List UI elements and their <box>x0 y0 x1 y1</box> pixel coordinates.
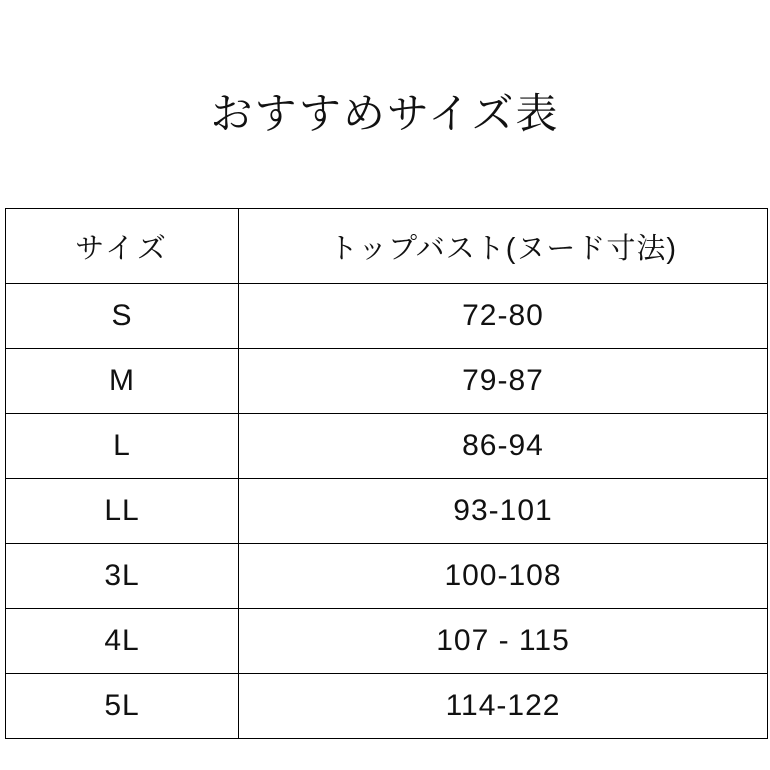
cell-bust: 100-108 <box>239 544 768 609</box>
cell-bust: 86-94 <box>239 414 768 479</box>
cell-size: L <box>6 414 239 479</box>
cell-bust: 114-122 <box>239 674 768 739</box>
cell-bust: 79-87 <box>239 349 768 414</box>
cell-bust: 72-80 <box>239 284 768 349</box>
table-row <box>6 609 768 674</box>
column-header-size: サイズ <box>6 209 239 284</box>
page-title: おすすめサイズ表 <box>210 90 560 137</box>
cell-size: 4L <box>6 609 239 674</box>
cell-size: LL <box>6 479 239 544</box>
table-row <box>6 349 768 414</box>
cell-size: S <box>6 284 239 349</box>
table-row <box>6 674 768 739</box>
cell-size: 5L <box>6 674 239 739</box>
column-header-bust: トップバスト(ヌード寸法) <box>239 209 768 284</box>
size-table-container <box>5 208 765 739</box>
size-table <box>5 208 768 739</box>
table-row <box>6 414 768 479</box>
table-row <box>6 479 768 544</box>
cell-bust: 93-101 <box>239 479 768 544</box>
cell-bust: 107 - 115 <box>239 609 768 674</box>
table-body <box>6 284 768 739</box>
cell-size: M <box>6 349 239 414</box>
cell-size: 3L <box>6 544 239 609</box>
table-row <box>6 284 768 349</box>
table-header-row <box>6 209 768 284</box>
table-row <box>6 544 768 609</box>
table-header <box>6 209 768 284</box>
